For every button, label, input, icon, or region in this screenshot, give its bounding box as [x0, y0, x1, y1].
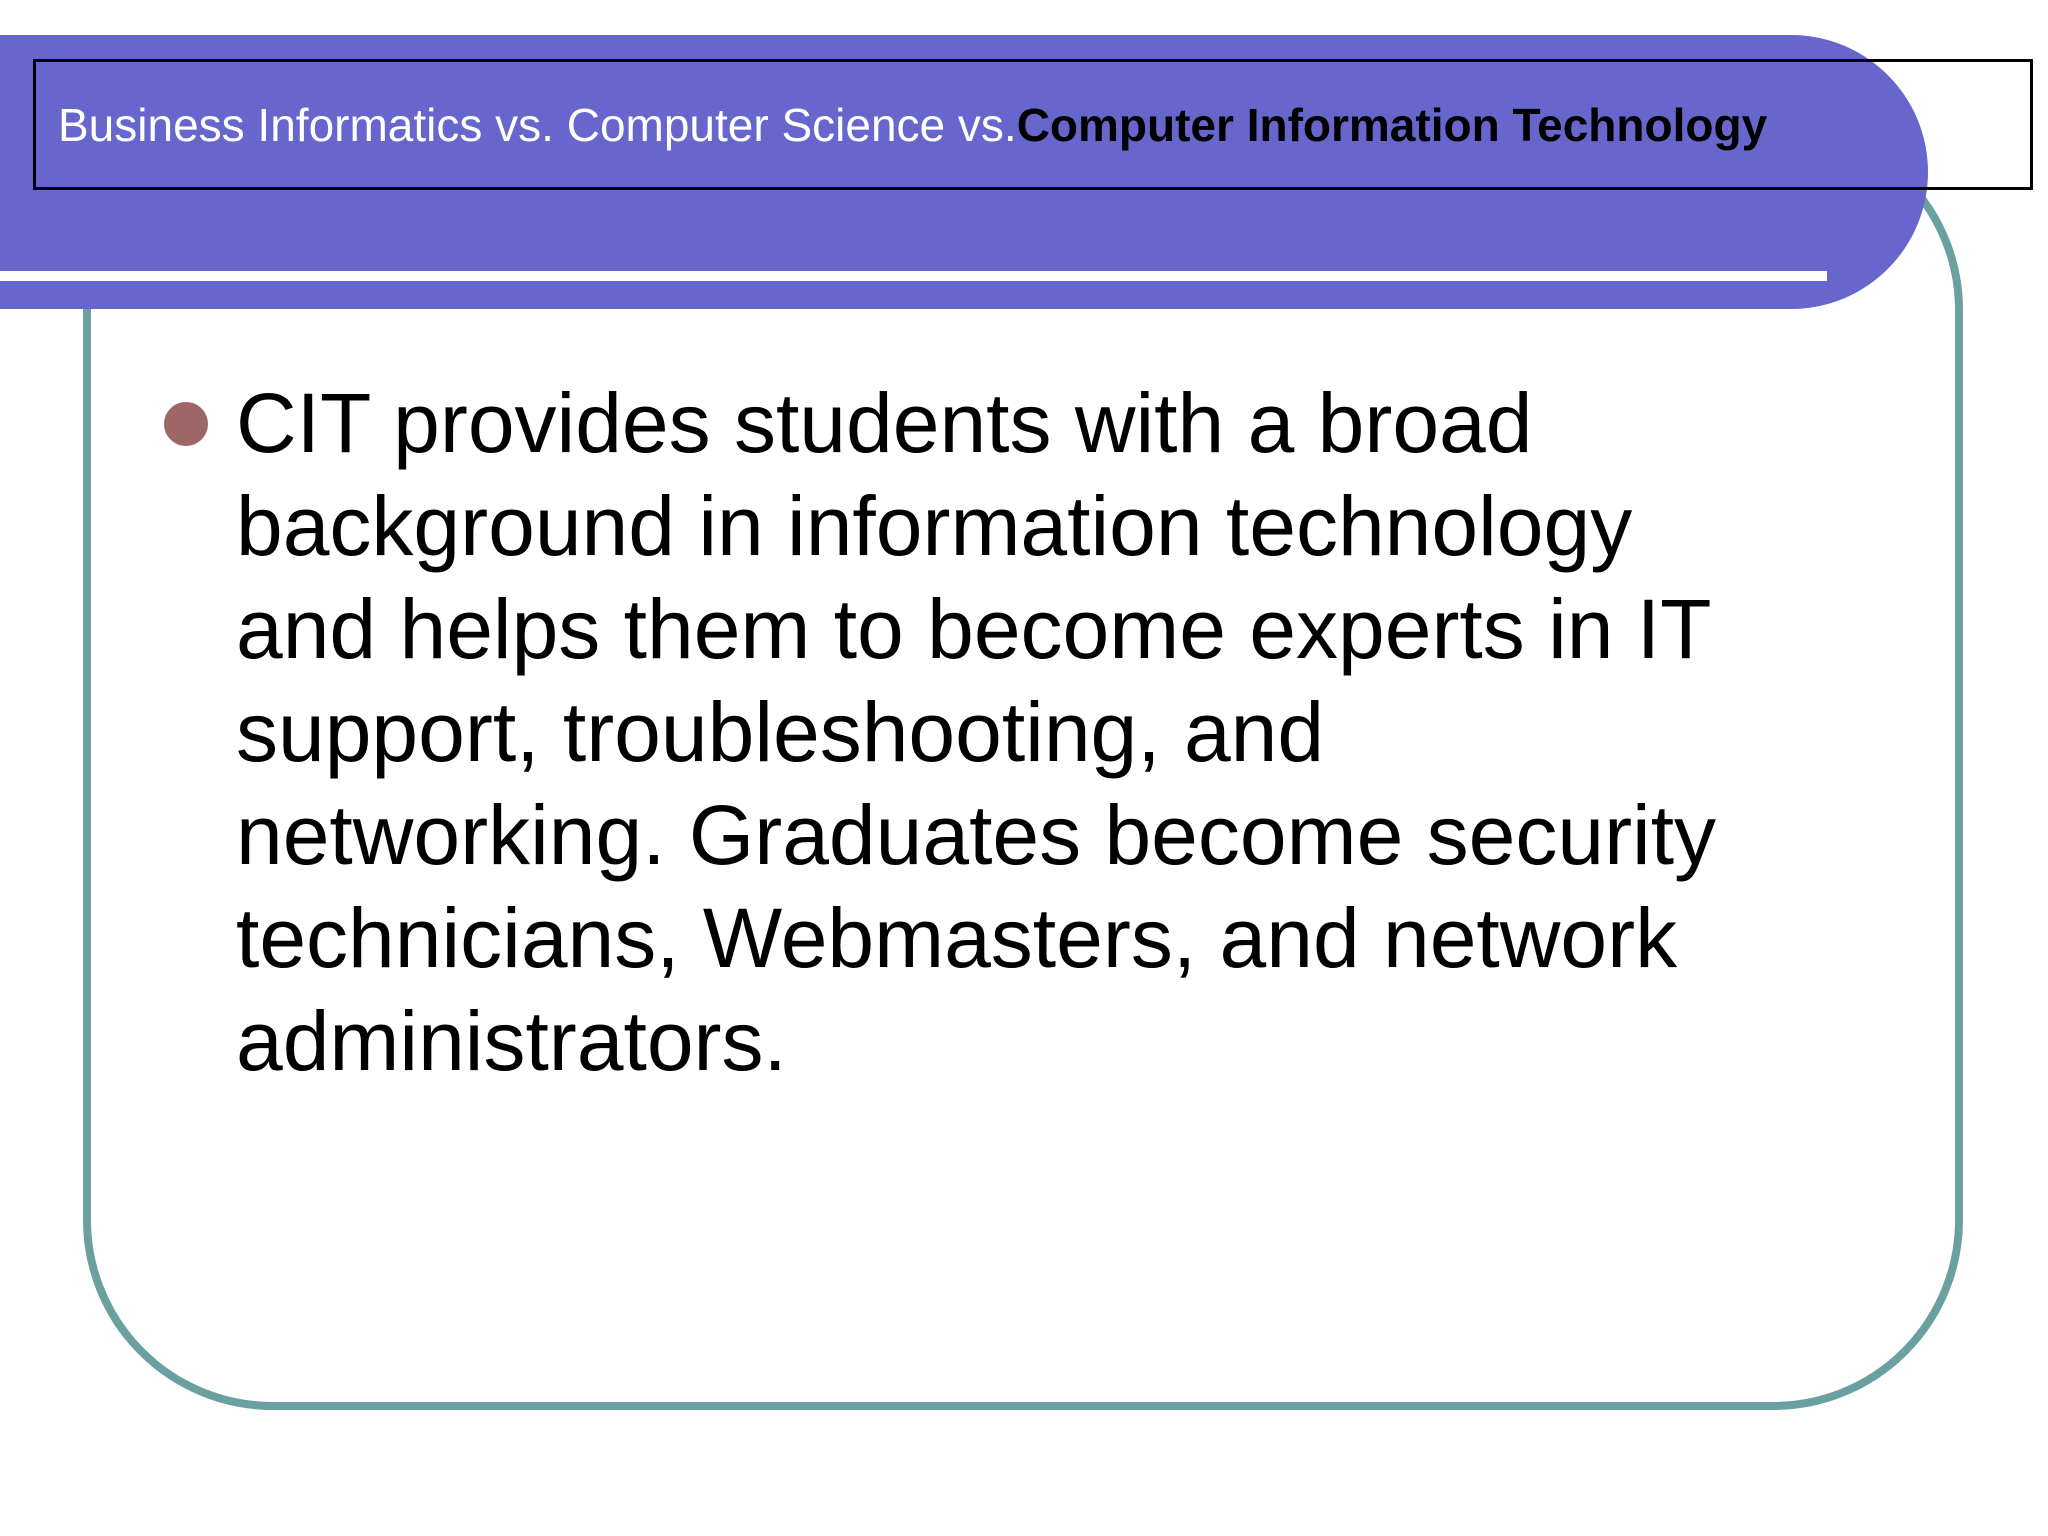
bullet-item-text: CIT provides students with a broad background in information technology and helps them to become experts in IT support, troubleshooting, and networking. Graduates become security technicians, Webmasters, and network administrators.	[236, 376, 1717, 1088]
slide-title	[33, 59, 2033, 190]
title-text-bold: Computer Information Technology	[1016, 98, 1768, 151]
title-underline	[0, 271, 1827, 281]
bullet-dot-icon	[164, 402, 208, 446]
title-text-normal: Business Informatics vs. Computer Science vs.	[58, 98, 1017, 151]
